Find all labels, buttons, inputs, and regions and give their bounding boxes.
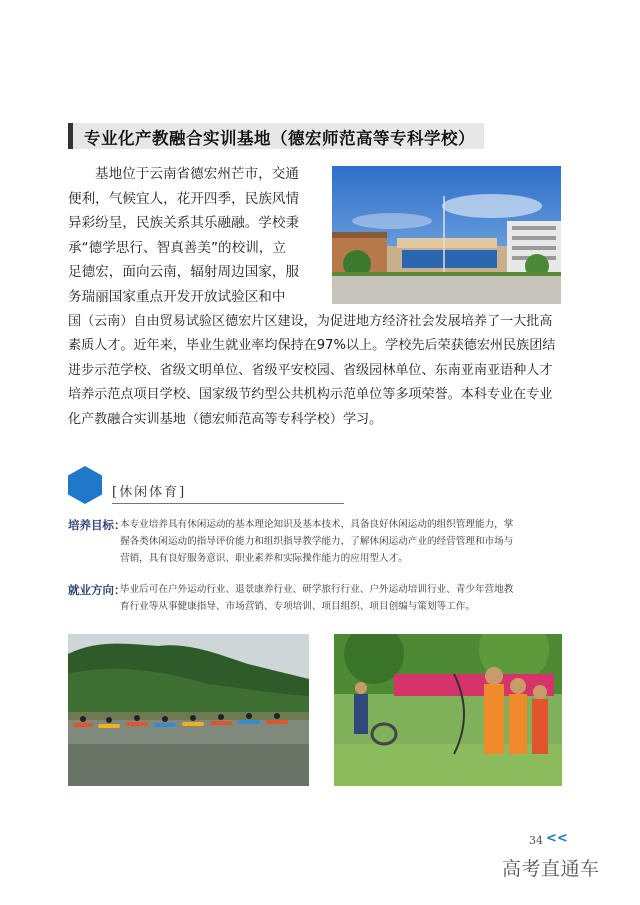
career-text	[120, 581, 562, 615]
kayak-image	[68, 634, 309, 786]
page-arrows-icon: <<	[546, 831, 568, 846]
intro-line: 基地位于云南省德宏州芒市，交通	[95, 166, 299, 182]
intro-line: 便利，气候宜人，花开四季，民族风情	[68, 190, 300, 207]
tag-underline	[112, 503, 344, 504]
goal-line: 本专业培养具有休闲运动的基本理论知识及基本技术，具备良好休闲运动的组织管理能力，掌	[120, 519, 514, 530]
goal-line: 握各类休闲运动的指导评价能力和组织指导教学能力，了解休闲运动产业的经营管理和市场与	[120, 536, 514, 547]
section-title-text: 专业化产教融合实训基地（德宏师范高等专科学校）	[84, 129, 475, 148]
archery-image	[334, 634, 562, 786]
intro-paragraph	[68, 162, 560, 433]
career-label: 就业方向：	[68, 583, 126, 597]
goal-line: 营销，具有良好服务意识、职业素养和实际操作能力的应用型人才。	[120, 553, 408, 564]
intro-line: 素质人才。近年来，毕业生就业率均保持在97%以上。学校先后荣获德宏州民族团结	[68, 338, 556, 354]
title-accent-bar	[68, 123, 73, 149]
intro-line: 异彩纷呈，民族关系其乐融融。学校秉	[68, 215, 300, 232]
section-title	[68, 123, 484, 149]
intro-line: 化产教融合实训基地（德宏师范高等专科学校）学习。	[68, 411, 383, 427]
hexagon-icon	[68, 466, 102, 508]
intro-line: 进步示范学校、省级文明单位、省级平安校园、省级园林单位、东南亚南亚语种人才	[68, 362, 553, 378]
page-number: 34	[529, 834, 543, 847]
goal-label: 培养目标：	[68, 518, 126, 532]
career-line: 育行业等从事健康指导、市场营销、专项培训、项目组织、项目创编与策划等工作。	[120, 601, 475, 612]
intro-line: 国（云南）自由贸易试验区德宏片区建设，为促进地方经济社会发展培养了一大批高	[68, 313, 553, 329]
career-line: 毕业后可在户外运动行业、退景康养行业、研学旅行行业、户外运动培训行业、青少年营地教	[120, 584, 514, 595]
watermark-text: 高考直通车	[502, 858, 600, 880]
major-name-tag: [休闲体育]	[112, 485, 187, 500]
kayaking-photo	[68, 634, 309, 786]
intro-line: 足德宏，面向云南，辐射周边国家，服	[68, 264, 300, 281]
archery-photo	[334, 634, 562, 786]
intro-line: 承“德学思行、智真善美”的校训，立	[68, 239, 286, 256]
goal-text	[120, 516, 562, 567]
intro-line: 培养示范点项目学校、国家级节约型公共机构示范单位等多项荣誉。本科专业在专业	[68, 387, 553, 403]
intro-line: 务瑞丽国家重点开发开放试验区和中	[68, 288, 286, 305]
